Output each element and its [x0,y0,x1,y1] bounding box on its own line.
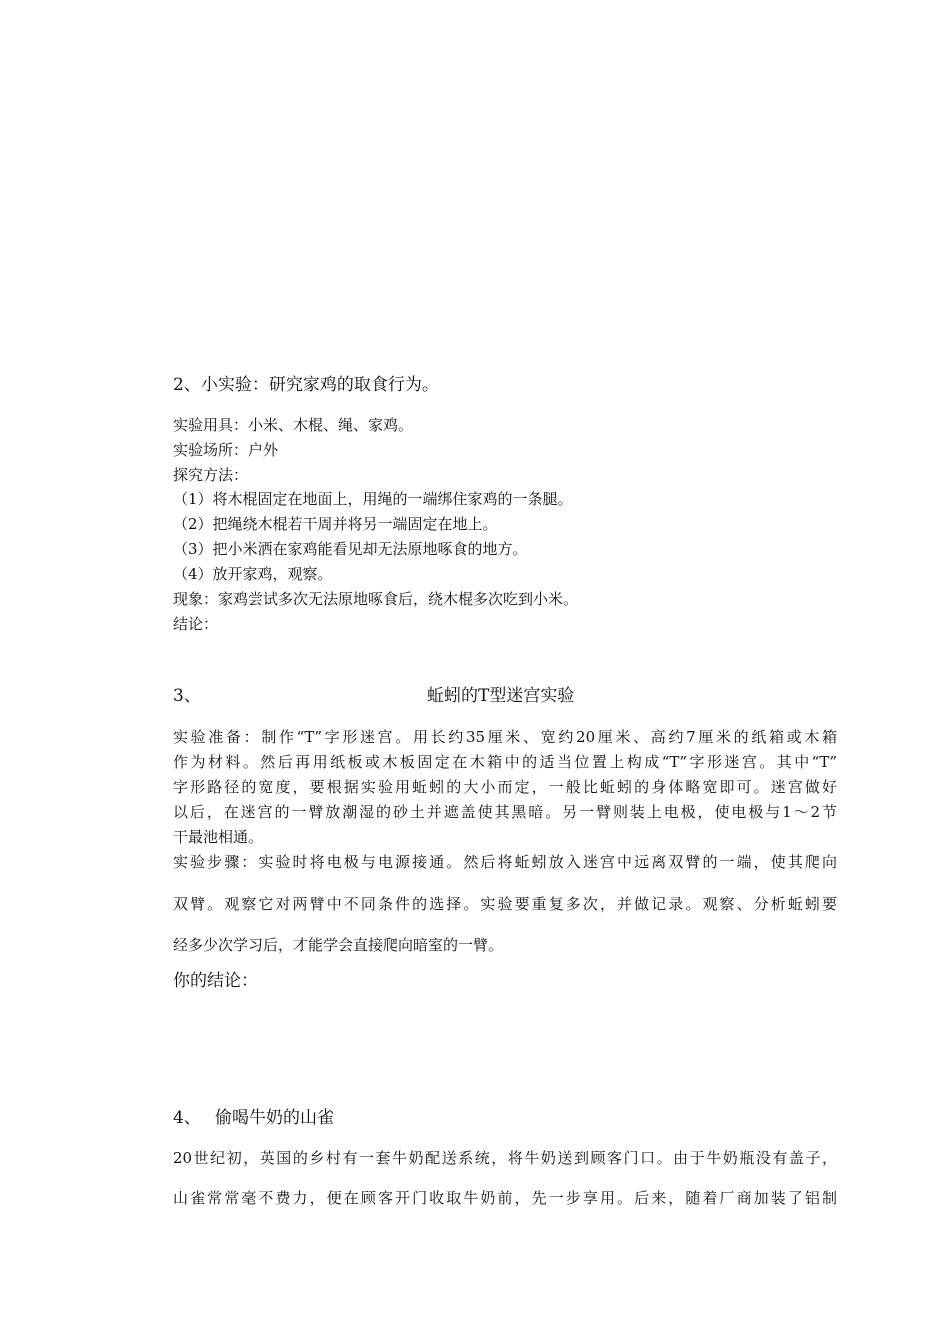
section2-tools: 实验用具：小米、木棍、绳、家鸡。 [173,416,414,434]
section2-step-3: （3）把小米洒在家鸡能看见却无法原地啄食的地方。 [173,540,528,558]
section3-prep-line-5: 干最池相通。 [173,828,264,846]
section4-line-1: 20世纪初，英国的乡村有一套牛奶配送系统，将牛奶送到顾客门口。由于牛奶瓶没有盖子， [173,1149,837,1167]
section4-title: 偷喝牛奶的山雀 [215,1108,334,1128]
section4-line-2: 山雀常常毫不费力，便在顾客开门收取牛奶前，先一步享用。后来，随着厂商加装了铝制 [173,1189,837,1207]
section3-prep-line-2: 作为材料。然后再用纸板或木板固定在木箱中的适当位置上构成“T”字形迷宫。其中“T” [173,753,837,771]
section3-step-line-1: 实验步骤：实验时将电极与电源接通。然后将蚯蚓放入迷宫中远离双臂的一端，使其爬向 [173,853,837,871]
section2-step-1: （1）将木棍固定在地面上，用绳的一端绑住家鸡的一条腿。 [173,490,573,508]
section2-method-label: 探究方法： [173,466,249,484]
section3-title: 蚯蚓的T型迷宫实验 [427,686,575,706]
section3-your-conclusion: 你的结论： [173,971,258,991]
section2-phenomenon: 现象：家鸡尝试多次无法原地啄食后，绕木棍多次吃到小米。 [173,590,579,608]
section2-step-4: （4）放开家鸡，观察。 [173,565,333,583]
section3-step-line-2: 双臂。观察它对两臂中不同条件的选择。实验要重复多次，并做记录。观察、分析蚯蚓要 [173,895,837,913]
section3-prep-line-4: 以后，在迷宫的一臂放潮湿的砂土并遮盖使其黑暗。另一臂则装上电极，使电极与1～2节 [173,803,837,821]
section3-step-line-3: 经多少次学习后，才能学会直接爬向暗室的一臂。 [173,936,504,954]
section3-prep-line-1: 实验准备：制作“T”字形迷宫。用长约35厘米、宽约20厘米、高约7厘米的纸箱或木箱 [173,728,837,746]
section4-number: 4、 [173,1108,201,1128]
section2-conclusion: 结论： [173,615,219,633]
section2-step-2: （2）把绳绕木棍若干周并将另一端固定在地上。 [173,515,498,533]
section2-heading: 2、小实验：研究家鸡的取食行为。 [173,375,439,395]
section3-prep-line-3: 字形路径的宽度，要根据实验用蚯蚓的大小而定，一般比蚯蚓的身体略宽即可。迷宫做好 [173,778,837,796]
section2-place: 实验场所：户外 [173,441,279,459]
section3-number: 3、 [173,686,201,706]
